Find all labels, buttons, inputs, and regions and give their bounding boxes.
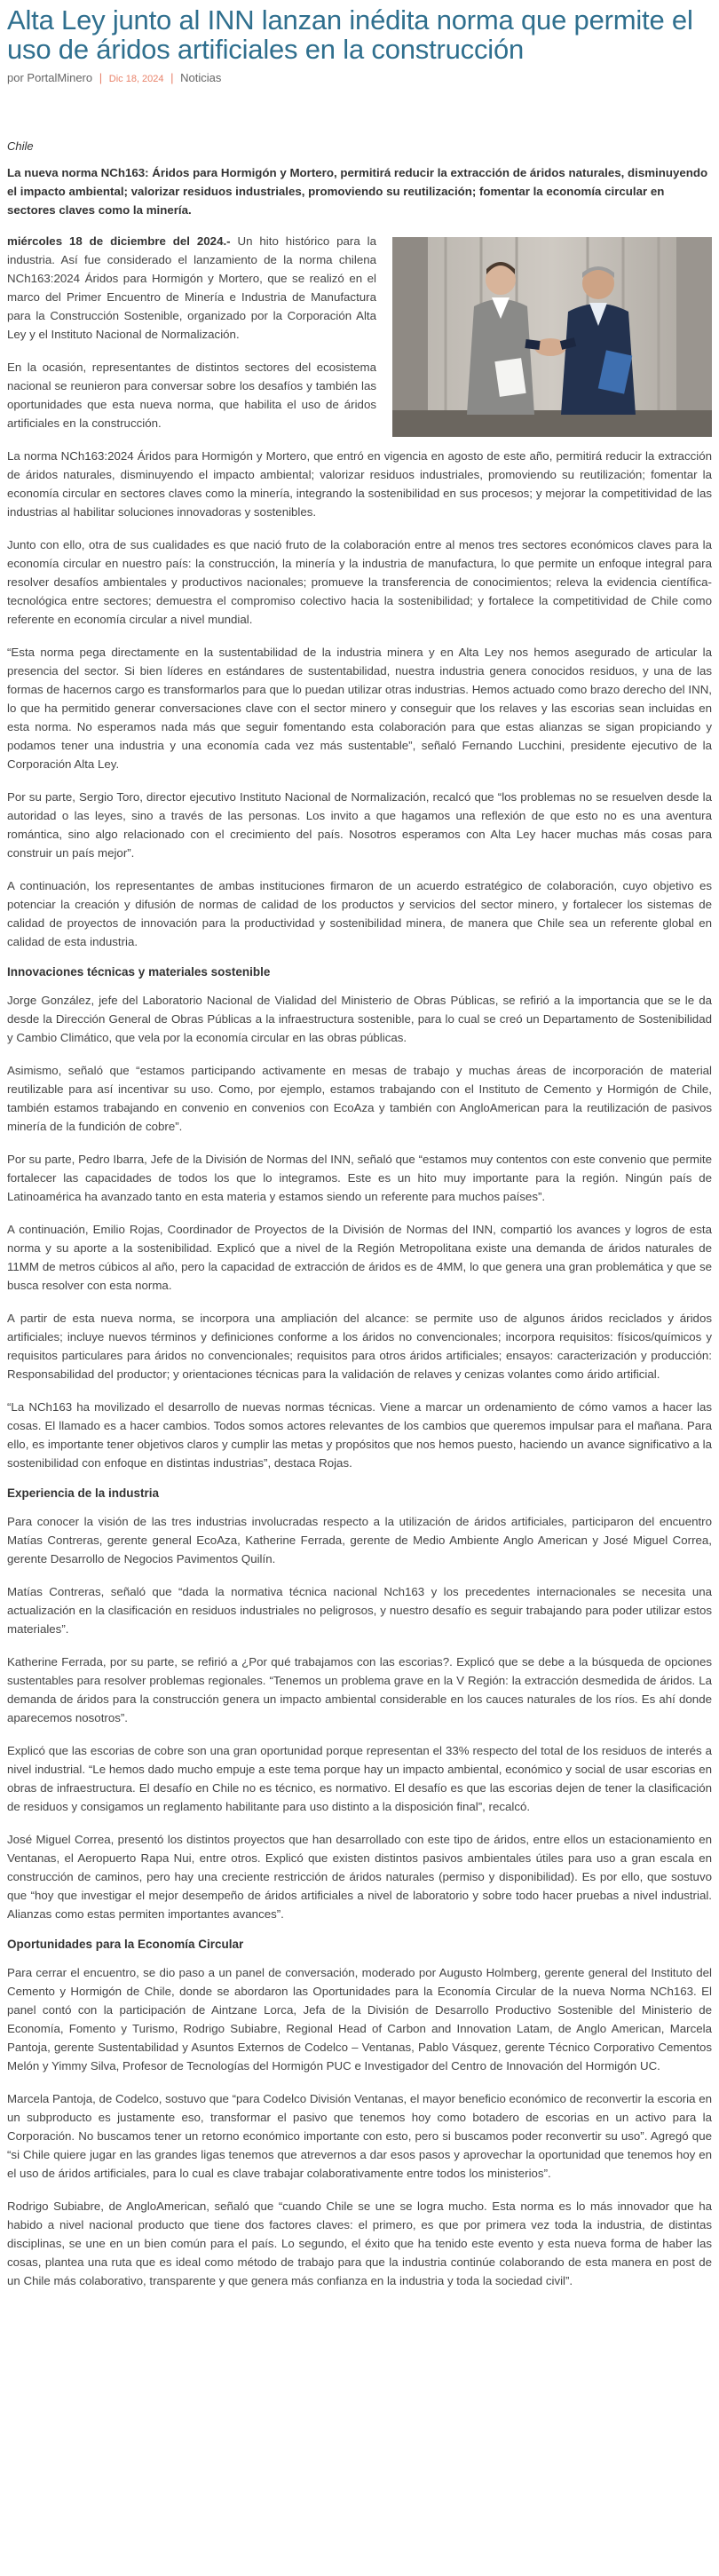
publish-date: Dic 18, 2024 — [108, 74, 164, 84]
paragraph: Junto con ello, otra de sus cualidades es que nació fruto de la colaboración entre al menos tres sectores económicos claves para la economía circular en nuestro país: la construcción, la minería y la industria de manufactura, lo que permite un enfoque integral para resolver desafíos ambientales y productivos nacionales; promueve la transferencia de conocimientos; releva la evidencia científica-tecnológica entre sectores; demuestra el compromiso colectivo hacia la sostenibilidad; y fortalece la competitividad de Chile como referente en economía circular a nivel mundial. — [7, 538, 712, 626]
paragraph: “Esta norma pega directamente en la sustentabilidad de la industria minera y en Alta Ley nos hemos asegurado de articular la presencia del sector. Si bien líderes en estándares de sustentabilidad, nuestra industria genera conocidos residuos, y una de las formas de hacernos cargo es transformarlos para que lo puedan utilizar otras industrias. Hemos actuado como brazo derecho del INN, lo que ha permitido generar conversaciones clave con el sector minero y conseguir que los relaves y las escorias sean incluidas en esta norma. No esperamos nada más que seguir fomentando esta colaboración para que estas alianzas se sigan propiciando y podamos tener una industria y una economía cada vez más sustentable”, señaló Fernando Lucchini, presidente ejecutivo de la Corporación Alta Ley. — [7, 646, 712, 771]
paragraph: “La NCh163 ha movilizado el desarrollo de nuevas normas técnicas. Viene a marcar un ordenamiento de cómo vamos a hacer las cosas. El llamado es a hacer cambios. Todos somos actores relevantes de los cambios que queremos impulsar para el mañana. Para ello, es importante tener objetivos claros y cumplir las metas y propósitos que nos hemos puesto, haciendo un avance significativo a la sostenibilidad con enfoque en distintas industrias”, destaca Rojas. — [7, 1400, 712, 1470]
section-heading-innovaciones: Innovaciones técnicas y materiales sostenible — [7, 965, 271, 979]
dateline: miércoles 18 de diciembre del 2024.- — [7, 234, 231, 248]
author-link[interactable]: PortalMinero — [27, 71, 93, 84]
paragraph: A continuación, los representantes de ambas instituciones firmaron de un acuerdo estratégico de colaboración, cuyo objetivo es potenciar la creación y difusión de normas de calidad de los productos y servicios del sector minero, y fortalecer los sistemas de calidad de proyectos de innovación para la productividad y sostenibilidad minera, de manera que Chile sea un referente global en calidad de esta industria. — [7, 879, 712, 948]
paragraph: Para cerrar el encuentro, se dio paso a un panel de conversación, moderado por Augusto Holmberg, gerente general del Instituto del Cemento y Hormigón de Chile, donde se abordaron las Oportunidades para la Economía Circular de la nueva Norma NCh163. El panel contó con la participación de Aintzane Lorca, Jefa de la División de Desarrollo Productivo Sostenible del Ministerio de Economía, Fomento y Turismo, Rodrigo Subiabre, Regional Head of Carbon and Innovation Latam, de Anglo American, Marcela Pantoja, gerente Sustentabilidad y Asuntos Externos de Codelco – Ventanas, Pablo Vásquez, gerente Técnico Corporativo Cementos Melón y Yimmy Silva, Profesor de Tecnologías del Hormigón PUC e Investigador del Centro de Innovación del Hormigón UC. — [7, 1966, 712, 2073]
intro-section — [7, 232, 712, 447]
paragraph: Katherine Ferrada, por su parte, se refirió a ¿Por qué trabajamos con las escorias?. Explicó que se debe a la búsqueda de opciones sustentables para resolver problemas regionales. “Tenemos un problema grave en la V Región: la extracción desmedida de áridos. La demanda de áridos para la construcción genera un impacto ambiental considerable en los cauces naturales de los ríos. Es ahí donde aparecemos nosotros”. — [7, 1655, 712, 1724]
meta-separator: | — [99, 71, 103, 84]
paragraph: A partir de esta nueva norma, se incorpora una ampliación del alcance: se permite uso de algunos áridos reciclados y áridos artificiales; incluye nuevos términos y definiciones conforme a los áridos no convencionales; incorpora requisitos: físicos/químicos y requisitos particulares para áridos no convencionales; requisitos para otros áridos artificiales; ensayos: caracterización y producción: Responsabilidad del productor; y orientaciones técnicas para la validación de relaves y cenizas volantes como árido artificial. — [7, 1312, 712, 1381]
paragraph: Jorge González, jefe del Laboratorio Nacional de Vialidad del Ministerio de Obras Públicas, se refirió a la importancia que se le da desde la Dirección General de Obras Públicas a la infraestructura sostenible, para lo cual se creó un Departamento de Sostenibilidad y Cambio Climático, que vela por la economía circular en las obras públicas. — [7, 994, 712, 1044]
paragraph: José Miguel Correa, presentó los distintos proyectos que han desarrollado con este tipo de áridos, entre ellos un estacionamiento en Ventanas, el Aeropuerto Rapa Nui, entre otros. Explicó que existen distintos pasivos ambientales útiles para uso a gran escala en construcción de caminos, pero hay una creciente restricción de áridos naturales (permiso y disponibilidad). Es por ello, que sostuvo que “hoy que investigar el mejor desempeño de áridos artificiales a nivel de laboratorio y sobre todo hacer pruebas a nivel industrial. Alianzas como estas permiten importantes avances”. — [7, 1833, 712, 1921]
paragraph: Marcela Pantoja, de Codelco, sostuvo que “para Codelco División Ventanas, el mayor beneficio económico de reconvertir la escoria en un subproducto es justamente eso, transformar el pasivo que tenemos hoy como botadero de escorias en un activo para la Corporación. No buscamos tener un retorno económico importante con esto, pero si buscamos poder reconvertir su uso”. Agregó que “si Chile quiere jugar en las grandes ligas tenemos que atrevernos a dar esos pasos y aprovechar la oportunidad que tenemos hoy en el uso de áridos artificiales, para lo cual es clave trabajar colaborativamente entre todos los ministerios”. — [7, 2092, 712, 2180]
handshake-photo-illustration — [392, 237, 712, 437]
paragraph: A continuación, Emilio Rojas, Coordinador de Proyectos de la División de Normas del INN, compartió los avances y logros de esta norma y su aporte a la sostenibilidad. Explicó que a nivel de la Región Metropolitana existe una demanda de áridos naturales de 11MM de metros cúbicos al año, pero la capacidad de extracción de áridos es de 4MM, lo que genera una gran problemática y que se busca resolver con esta norma. — [7, 1223, 712, 1292]
article-title: Alta Ley junto al INN lanzan inédita norma que permite el uso de áridos artificiales en la construcción — [7, 4, 693, 65]
region-label: Chile — [7, 139, 34, 153]
paragraph: Por su parte, Pedro Ibarra, Jefe de la División de Normas del INN, señaló que “estamos muy contentos con este convenio que permite fortalecer las capacidades de todos los que lo integramos. Este es un hito muy importante para la región. Ningún país de Latinoamérica ha avanzado tanto en esta materia y estamos siendo un referente para muchos países”. — [7, 1153, 712, 1203]
section-heading-oportunidades: Oportunidades para la Economía Circular — [7, 1938, 244, 1951]
paragraph: La norma NCh163:2024 Áridos para Hormigón y Mortero, que entró en vigencia en agosto de este año, permitirá reducir la extracción de áridos naturales, disminuyendo el impacto ambiental; valorizar residuos industriales, promoviendo su reutilización; fomentar la economía circular en sectores claves como la minería, integrando la sostenibilidad en sus procesos; y mejorar la competitividad de las industrias al habilitar soluciones innovadoras y sostenibles. — [7, 449, 712, 519]
paragraph: Rodrigo Subiabre, de AngloAmerican, señaló que “cuando Chile se une se logra mucho. Esta norma es lo más innovador que ha habido a nivel nacional producto que tiene dos factores claves: el primero, es que por primera vez toda la industria, de distintas disciplinas, se une en un bien común para el país. Lo segundo, el éxito que ha tenido este evento y esta nueva forma de haber las cosas, plantea una ruta que es ideal como método de trabajo para que la industria continúe colaborando de esta manera en post de un Chile más colaborativo, transparente y que genera más confianza en la industria y toda la sociedad civil”. — [7, 2200, 712, 2287]
paragraph: Explicó que las escorias de cobre son una gran oportunidad porque representan el 33% respecto del total de los residuos de interés a nivel industrial. “Le hemos dado mucho empuje a este tema porque hay un impacto ambiental, económico y social de usar escorias en obras de infraestructura. El desafío en Chile no es técnico, es normativo. El desafío es que las escorias dejen de tener la clasificación de residuos y consigamos un reglamento habilitante para uso distinto a la disposición final”, recalcó. — [7, 1744, 712, 1813]
paragraph: En la ocasión, representantes de distintos sectores del ecosistema nacional se reunieron para conversar sobre los desafíos y también las oportunidades que esta nueva norma, que habilita el uso de áridos artificiales en la construcción. — [7, 361, 376, 430]
paragraph: Por su parte, Sergio Toro, director ejecutivo Instituto Nacional de Normalización, recalcó que “los problemas no se resuelven desde la autoridad o las leyes, sino a través de las personas. Los invito a que hagamos una reflexión de que esto no es una aventura romántica, sino algo relacionado con el crecimiento del país. Nosotros esperamos con Alta Ley hacer muchas más cosas para construir un país mejor”. — [7, 790, 712, 860]
meta-separator: | — [170, 71, 174, 84]
byline-prefix: por — [7, 71, 24, 84]
article-lead: La nueva norma NCh163: Áridos para Hormigón y Mortero, permitirá reducir la extracción de áridos naturales, disminuyendo el impacto ambiental; valorizar residuos industriales, promoviendo su reutilización; fomentar la economía circular en sectores claves como la minería. — [7, 166, 708, 217]
paragraph: Matías Contreras, señaló que “dada la normativa técnica nacional Nch163 y los precedentes internacionales se necesita una actualización en la clasificación en residuos industriales no peligrosos, y nuestro desafío es seguir trabajando para poder utilizar estos materiales”. — [7, 1585, 712, 1636]
article-meta — [7, 71, 712, 84]
paragraph: Asimismo, señaló que “estamos participando activamente en mesas de trabajo y muchas áreas de incorporación de material reutilizable para así incentivar su uso. Como, por ejemplo, estamos trabajando con el Instituto de Cemento y Hormigón de Chile, también estamos trabajando en convenio en convenios con EcoAza y también con AngloAmerican para la reutilización de pasivos minería de la fundición de cobre”. — [7, 1064, 712, 1133]
article — [7, 5, 712, 2290]
paragraph: Para conocer la visión de las tres industrias involucradas respecto a la utilización de áridos artificiales, participaron del encuentro Matías Contreras, gerente general EcoAza, Katherine Ferrada, gerente de Medio Ambiente Anglo American y José Miguel Correa, gerente Desarrollo de Negocios Pavimentos Quilín. — [7, 1515, 712, 1565]
article-photo — [392, 237, 712, 437]
section-heading-experiencia: Experiencia de la industria — [7, 1486, 160, 1500]
paragraph-intro-text: Un hito histórico para la industria. Así fue considerado el lanzamiento de la norma chilena NCh163:2024 Áridos para Hormigón y Mortero, que se realizó en el marco del Primer Encuentro de Minería e Industria de Manufactura para la Construcción Sostenible, organizado por la Corporación Alta Ley y el Instituto Nacional de Normalización. — [7, 234, 376, 341]
category-link[interactable]: Noticias — [180, 71, 222, 84]
